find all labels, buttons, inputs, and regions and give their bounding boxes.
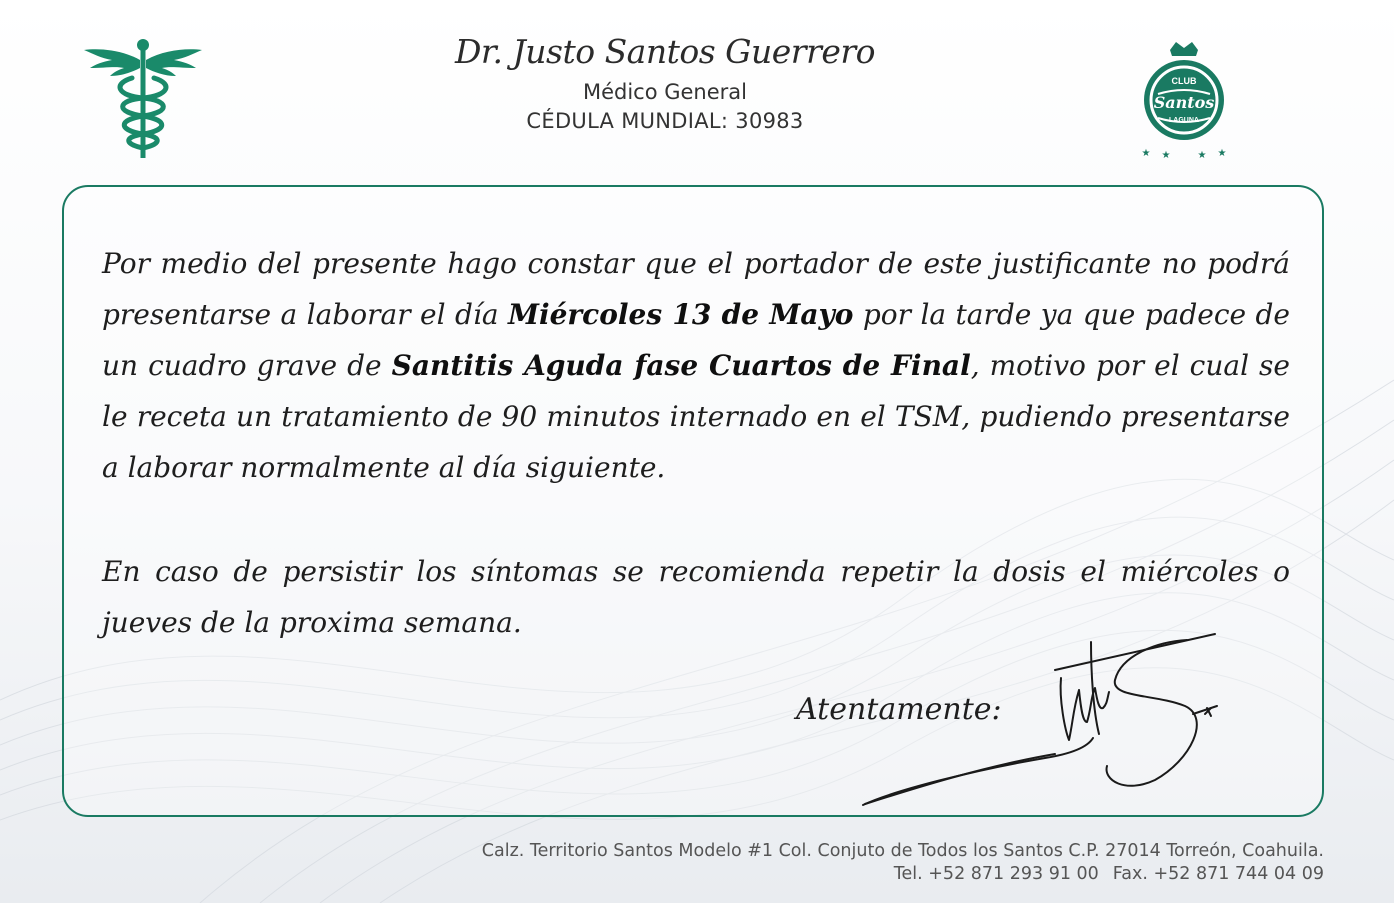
body-paragraph-2: En caso de persistir los síntomas se recomienda repetir la dosis el miércoles o jueves de la proxima semana. — [102, 555, 1290, 639]
club-santos-crest-icon — [1140, 40, 1228, 160]
svg-text:★: ★ — [1217, 148, 1227, 159]
doctor-title: Médico General — [582, 80, 748, 104]
footer — [482, 840, 1324, 886]
signature — [855, 630, 1235, 815]
svg-text:★: ★ — [1197, 150, 1207, 160]
doctor-name: Dr. Justo Santos Guerrero — [454, 32, 876, 71]
svg-text:★: ★ — [1141, 148, 1151, 159]
letterhead — [400, 30, 930, 136]
body-text-segment: por la tarde ya que padece de un cuadro grave de — [102, 298, 1291, 382]
closing-text: Atentamente: — [796, 692, 1002, 727]
crest-text-laguna: LAGUNA — [1169, 117, 1199, 124]
caduceus-icon — [82, 38, 204, 160]
footer-contact — [482, 863, 1324, 886]
highlight-diagnosis: Santitis Aguda fase Cuartos de Final — [391, 349, 971, 382]
doctor-cedula: CÉDULA MUNDIAL: 30983 — [526, 109, 804, 133]
footer-address: Calz. Territorio Santos Modelo #1 Col. Conjuto de Todos los Santos C.P. 27014 Torreón, Coahuila. — [481, 841, 1324, 861]
footer-phone: Tel. +52 871 293 91 00 — [893, 864, 1099, 884]
svg-text:★: ★ — [1161, 150, 1171, 160]
body-text-segment: , motivo por el cual se le receta un tratamiento de 90 minutos internado en el TSM, pudiendo presentarse a laborar normalmente al día siguiente. — [102, 349, 1290, 484]
body-paragraph-1 — [102, 238, 1290, 493]
crest-text-santos: Santos — [1153, 93, 1215, 112]
footer-fax: Fax. +52 871 744 04 09 — [1112, 864, 1324, 884]
highlight-date: Miércoles 13 de Mayo — [507, 298, 854, 331]
body-text-segment: Por medio del presente hago constar que el portador de este justificante no podrá presentarse a laborar el día — [102, 247, 1290, 331]
crest-text-club: CLUB — [1171, 76, 1197, 86]
